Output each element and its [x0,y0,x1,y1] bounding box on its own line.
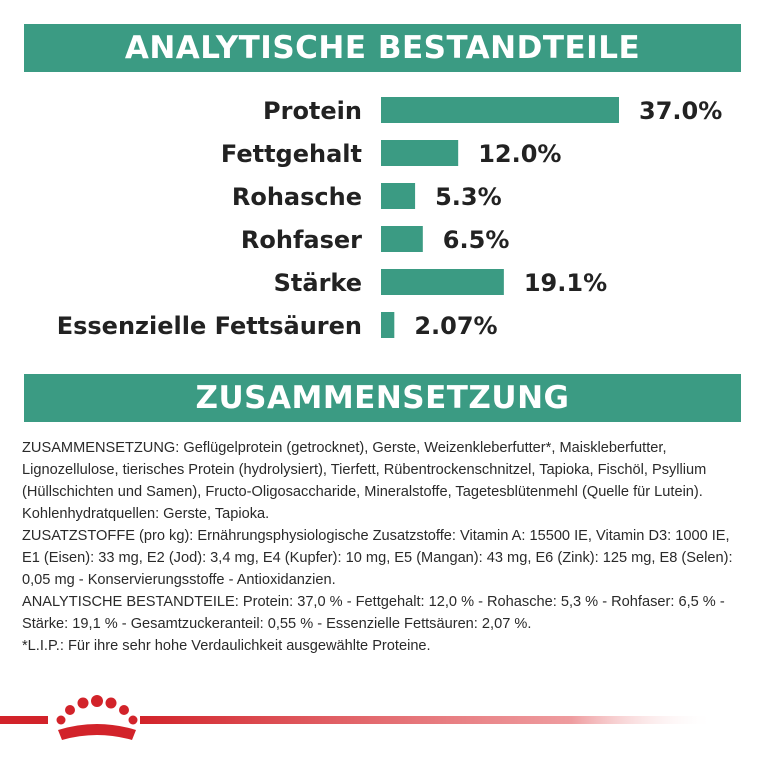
composition-heading: ZUSAMMENSETZUNG [24,374,741,422]
bar [381,183,415,209]
composition-paragraph-footnote: *L.I.P.: Für ihre sehr hohe Verdaulichkeit ausgewählte Proteine. [22,638,431,654]
brand-footer [0,690,765,746]
category-label: Rohfaser [240,226,362,254]
category-label: Rohasche [231,183,362,211]
crown-icon [57,695,138,740]
category-label: Fettgehalt [220,140,362,168]
composition-paragraph-additives: ZUSATZSTOFFE (pro kg): Ernährungsphysiologische Zusatzstoffe: Vitamin A: 15500 IE, Vitamin D3: 1000 IE, E1 (Eisen): 33 mg, E2 (Jod): 3,4 mg, E4 (Kupfer): 10 mg, E5 (Mangan): 43 mg, E6 (Zink): 125 mg, E8 (Selen): 0,05 mg - Konservierungsstoffe - Antioxidanzien. [22,528,733,588]
composition-paragraph-analytics: ANALYTISCHE BESTANDTEILE: Protein: 37,0 % - Fettgehalt: 12,0 % - Rohasche: 5,3 % - Rohfaser: 6,5 % - Stärke: 19,1 % - Gesamtzuckeranteil: 0,55 % - Essenzielle Fettsäuren: 2,07 %. [22,594,725,632]
category-label: Stärke [273,269,362,297]
composition-text [22,437,746,657]
bar [381,97,619,123]
analytics-heading: ANALYTISCHE BESTANDTEILE [24,24,741,72]
value-label: 37.0% [639,97,723,125]
bar [381,269,504,295]
footer-line-right [140,716,715,724]
category-label: Essenzielle Fettsäuren [56,312,362,340]
category-label: Protein [263,97,362,125]
footer-line-left [0,716,48,724]
composition-paragraph-ingredients: ZUSAMMENSETZUNG: Geflügelprotein (getrocknet), Gerste, Weizenkleberfutter*, Maiskleberfutter, Lignozellulose, tierisches Protein (hydrolysiert), Tierfett, Rübentrockenschnitzel, Tapioka, Fischöl, Psyllium (Hüllschichten und Samen), Fructo-Oligosaccharide, Mineralstoffe, Tagetesblütenmehl (Quelle für Lutein). Kohlenhydratquellen: Gerste, Tapioka. [22,440,707,522]
value-label: 12.0% [478,140,562,168]
bar [381,140,458,166]
nutrient-bar-chart [0,80,765,360]
bar [381,312,394,338]
bar [381,226,423,252]
value-label: 6.5% [442,226,510,254]
value-label: 19.1% [523,269,608,297]
value-label: 5.3% [435,183,502,211]
value-label: 2.07% [414,312,498,340]
